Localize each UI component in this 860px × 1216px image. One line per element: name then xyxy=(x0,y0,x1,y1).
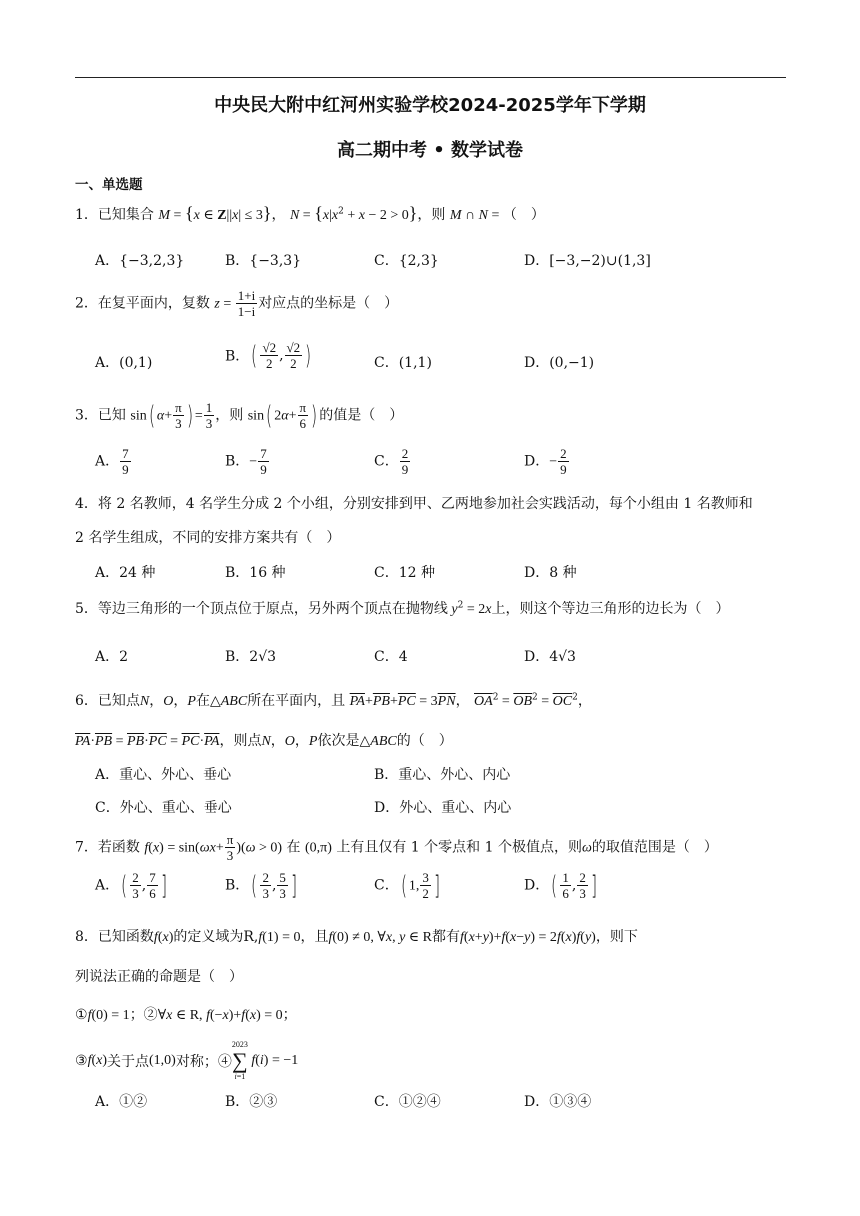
q1-option-c[interactable]: C．{2,3} xyxy=(374,253,439,269)
q3-option-a[interactable]: A． $\frac{7}{9}$ xyxy=(95,446,129,477)
q6-option-c[interactable]: C．外心、重心、垂心 xyxy=(95,800,232,816)
q3-option-d[interactable]: D．− $\frac{2}{9}$ xyxy=(524,446,567,477)
exam-title: 高二期中考 • 数学试卷 xyxy=(336,140,524,161)
question-7: 7．若函数 f(x) = sin(ωx+ $\frac{\pi}{3}$ )(ω > 0) 在 (0,π) 上有且仅有 1 个零点和 1 个极值点，则ω的取值范围是（ ） xyxy=(75,832,718,863)
school-title: 中央民大附中红河州实验学校2024-2025学年下学期 xyxy=(214,95,646,116)
question-8-statements-3-4: ③f(x)关于点(1,0)对称；④ 2023 ∑ i=1 f(i) = −1 xyxy=(75,1040,299,1081)
q4-option-d[interactable]: D．8 种 xyxy=(524,565,577,581)
question-8-statements-1-2: ①f(0) = 1；②∀x ∈ R, f(−x)+f(x) = 0； xyxy=(75,1007,297,1023)
question-3: 3．已知 sin( α+ $\frac{\pi}{3}$ ) = $\frac{1}{3}$ ，则 sin( 2α+ $\frac{\pi}{6}$ ) 的值是（ ） xyxy=(75,400,404,431)
q4-option-c[interactable]: C．12 种 xyxy=(374,565,435,581)
q8-option-d[interactable]: D．①③④ xyxy=(524,1094,592,1110)
question-4-line-2: 2 名学生组成，不同的安排方案共有（ ） xyxy=(75,530,341,546)
section-label: 一、单选题 xyxy=(75,177,143,193)
question-6-line-1: 6．已知点N，O，P在△ABC所在平面内，且 $\overline{PA}+\overline{PB}+\overline{PC} = 3\overline{PN}$， $\overline{OA}^2 = \overline{OB}^2 = \overline{OC}^2$， xyxy=(75,692,592,709)
q7-option-c[interactable]: C．( 1, $\frac{3}{2}$ ] xyxy=(374,870,440,901)
q2-option-a[interactable]: A．(0,1) xyxy=(95,355,153,371)
q6-option-a[interactable]: A．重心、外心、垂心 xyxy=(95,767,232,783)
q5-option-c[interactable]: C．4 xyxy=(374,649,408,665)
q4-option-b[interactable]: B．16 种 xyxy=(225,565,286,581)
q6-option-d[interactable]: D．外心、重心、内心 xyxy=(374,800,512,816)
q1-option-d[interactable]: D．[−3,−2)∪(1,3] xyxy=(524,253,651,269)
question-4-line-1: 4．将 2 名教师，4 名学生分成 2 个小组，分别安排到甲、乙两地参加社会实践活动，每个小组由 1 名教师和 xyxy=(75,496,753,512)
question-8-line-2: 列说法正确的命题是（ ） xyxy=(75,969,243,985)
top-rule xyxy=(75,77,786,78)
q8-option-b[interactable]: B．②③ xyxy=(225,1094,278,1110)
q5-option-b[interactable]: B．2√3 xyxy=(225,649,277,665)
q7-option-b[interactable]: B．( $\frac{2}{3}$ , $\frac{5}{3}$ ] xyxy=(225,870,298,901)
q2-option-b[interactable]: B．( $\frac{√2}{2}$ , $\frac{√2}{2}$ ) xyxy=(225,340,312,371)
question-5: 5．等边三角形的一个顶点位于原点，另外两个顶点在抛物线 $y^2 = 2x$上，则这个等边三角形的边长为（ ） xyxy=(75,600,730,617)
q1-option-a[interactable]: A．{−3,2,3} xyxy=(95,253,185,269)
question-8-line-1: 8．已知函数f(x)的定义域为R,f(1) = 0，且f(0) ≠ 0, ∀x, y ∈ R都有f(x+y)+f(x−y) = 2f(x)f(y)，则下 xyxy=(75,929,638,945)
q2-option-c[interactable]: C．(1,1) xyxy=(374,355,432,371)
question-6-line-2: $\overline{PA}\cdot\overline{PB} = \overline{PB}\cdot\overline{PC} = \overline{PC}\cdot\overline{PA}$，则点N，O，P依次是△ABC的（ ） xyxy=(75,733,453,749)
q5-option-d[interactable]: D．4√3 xyxy=(524,649,576,665)
q5-option-a[interactable]: A．2 xyxy=(95,649,129,665)
q8-option-c[interactable]: C．①②④ xyxy=(374,1094,441,1110)
q4-option-a[interactable]: A．24 种 xyxy=(95,565,156,581)
q2-option-d[interactable]: D．(0,−1) xyxy=(524,355,595,371)
q7-option-d[interactable]: D．( $\frac{1}{6}$ , $\frac{2}{3}$ ] xyxy=(524,870,597,901)
q3-option-b[interactable]: B．− $\frac{7}{9}$ xyxy=(225,446,267,477)
question-2: 2．在复平面内，复数 z = $\frac{1+i}{1-i}$ 对应点的坐标是（ ） xyxy=(75,288,399,319)
q3-option-c[interactable]: C． $\frac{2}{9}$ xyxy=(374,446,409,477)
q8-option-a[interactable]: A．①② xyxy=(95,1094,148,1110)
q1-option-b[interactable]: B．{−3,3} xyxy=(225,253,302,269)
question-1: 1．已知集合 M = {x ∈ Z||x| ≤ 3}， $N = \{x|x^2 + x - 2 > 0\}$，则 M ∩ N = （ ） xyxy=(75,203,545,223)
q7-option-a[interactable]: A．( $\frac{2}{3}$ , $\frac{7}{6}$ ] xyxy=(95,870,167,901)
q6-option-b[interactable]: B．重心、外心、内心 xyxy=(374,767,511,783)
